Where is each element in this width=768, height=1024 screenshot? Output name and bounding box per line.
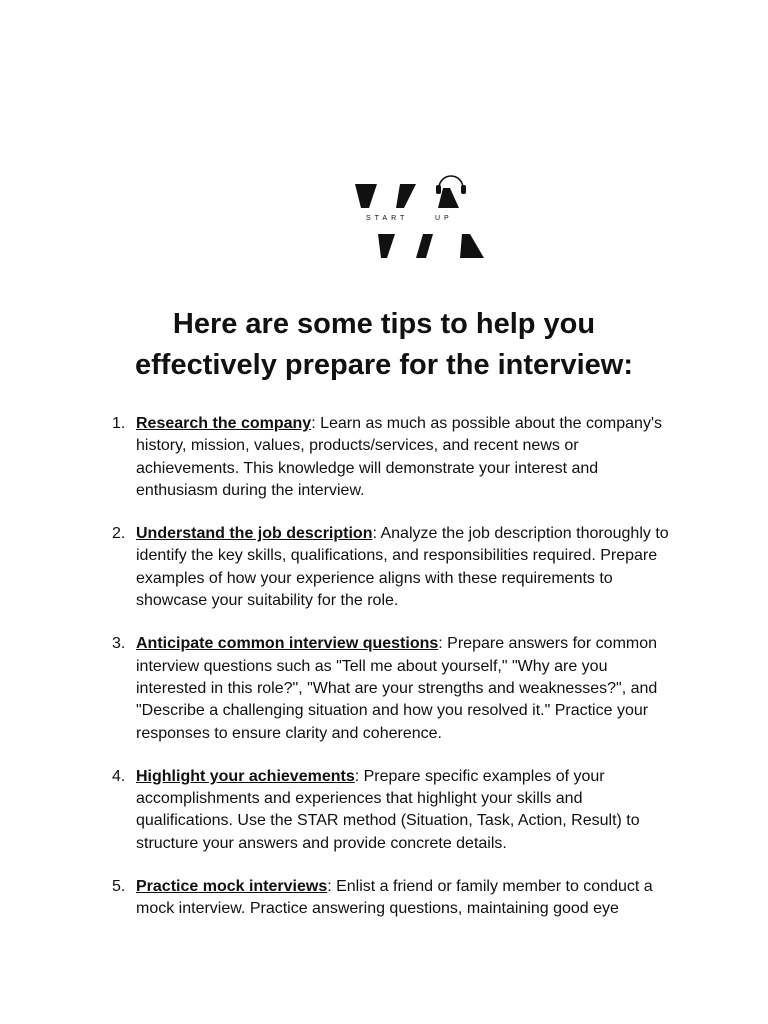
tip-number: 3.	[112, 635, 126, 653]
logo-word-up: UP	[435, 215, 453, 222]
tip-title: Anticipate common interview questions	[136, 635, 439, 653]
logo-word-start: START	[366, 215, 409, 222]
tip-title: Practice mock interviews	[136, 878, 328, 896]
page-title	[84, 304, 684, 386]
tip-number: 5.	[112, 878, 126, 896]
title-line-2: effectively prepare for the interview:	[135, 349, 633, 381]
tip-number: 4.	[112, 767, 126, 785]
tip-number: 2.	[112, 525, 126, 543]
tip-item	[112, 413, 682, 502]
tip-body: : Analyze the job description thoroughly to identify the key skills, qualifications, and responsibilities required. Prepare examples of how your experience aligns with these requirements to showcase your suitability for the role.	[136, 525, 669, 610]
title-line-1: Here are some tips to help you	[172, 308, 596, 340]
tip-item	[112, 766, 682, 855]
tip-number: 1.	[112, 415, 126, 432]
tip-title: Understand the job description	[136, 525, 373, 543]
tip-body: : Learn as much as possible about the company's history, mission, values, products/services, and recent news or achievements. This knowledge will demonstrate your interest and enthusiasm during the interview.	[136, 415, 662, 499]
tip-title: Highlight your achievements	[136, 767, 355, 785]
startup-logo	[350, 168, 490, 264]
tip-body: : Enlist a friend or family member to conduct a mock interview. Practice answering questions, maintaining good eye	[136, 878, 653, 918]
tip-title: Research the company	[136, 415, 312, 432]
tip-body: : Prepare specific examples of your accomplishments and experiences that highlight your skills and qualifications. Use the STAR method (Situation, Task, Action, Result) to structure your answers and provide concrete details.	[136, 767, 640, 852]
tip-item	[112, 523, 682, 612]
tip-item	[112, 633, 682, 744]
tip-body: : Prepare answers for common interview questions such as "Tell me about yourself," "Why are you interested in this role?", "What are your strengths and weaknesses?", and "Describe a challenging situation and how you resolved it." Practice your responses to ensure clarity and coherence.	[136, 635, 658, 742]
tip-item	[112, 876, 682, 921]
tips-list	[112, 413, 682, 942]
